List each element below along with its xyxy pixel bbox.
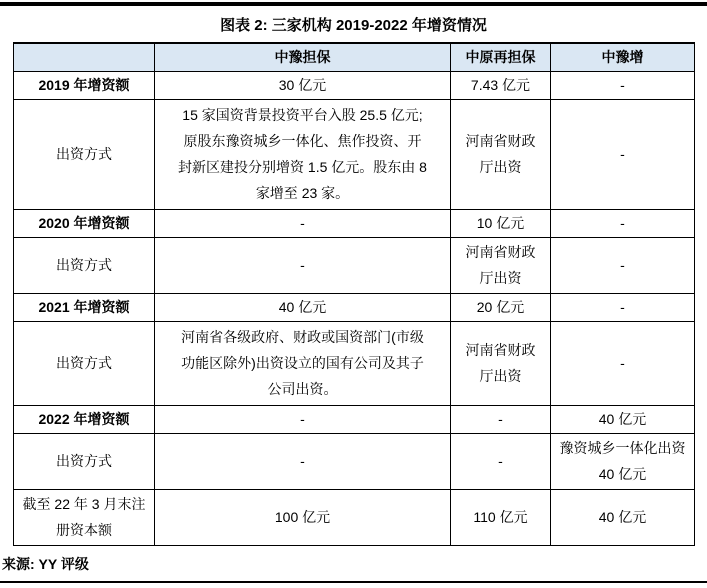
- row-label: 2020 年增资额: [14, 209, 155, 237]
- cell-value: -: [155, 433, 451, 489]
- row-label: 2021 年增资额: [14, 293, 155, 321]
- cell-value: -: [551, 209, 695, 237]
- cell-value: 河南省财政厅出资: [451, 321, 551, 405]
- cell-value: 豫资城乡一体化出资 40 亿元: [551, 433, 695, 489]
- column-header-zhongyuzeng: 中豫增: [551, 43, 695, 71]
- cell-value: 40 亿元: [551, 489, 695, 545]
- cell-value: 110 亿元: [451, 489, 551, 545]
- row-2021-amount: [14, 293, 695, 321]
- cell-value: 30 亿元: [155, 71, 451, 99]
- source-note: 来源: YY 评级: [2, 555, 89, 572]
- bottom-rule: [0, 581, 707, 583]
- cell-value: -: [155, 237, 451, 293]
- capital-increase-table: [13, 42, 695, 546]
- column-header-zhongyu-danbao: 中豫担保: [155, 43, 451, 71]
- row-2021-method: [14, 321, 695, 405]
- row-2022-amount: [14, 405, 695, 433]
- column-header-empty: [14, 43, 155, 71]
- cell-value: 10 亿元: [451, 209, 551, 237]
- cell-value: 100 亿元: [155, 489, 451, 545]
- row-label: 出资方式: [14, 237, 155, 293]
- row-registered-capital: [14, 489, 695, 545]
- row-2019-method: [14, 99, 695, 209]
- row-label: 出资方式: [14, 321, 155, 405]
- row-2019-amount: [14, 71, 695, 99]
- cell-value: 河南省财政厅出资: [451, 237, 551, 293]
- cell-value: 15 家国资背景投资平台入股 25.5 亿元;原股东豫资城乡一体化、焦作投资、开封新区建投分别增资 1.5 亿元。股东由 8 家增至 23 家。: [155, 99, 451, 209]
- table-title: 图表 2: 三家机构 2019-2022 年增资情况: [220, 17, 487, 34]
- cell-value: -: [551, 99, 695, 209]
- cell-value: 40 亿元: [155, 293, 451, 321]
- cell-value: 河南省各级政府、财政或国资部门(市级功能区除外)出资设立的国有公司及其子公司出资。: [155, 321, 451, 405]
- cell-value: -: [451, 433, 551, 489]
- row-label: 截至 22 年 3 月末注册资本额: [14, 489, 155, 545]
- cell-value: -: [451, 405, 551, 433]
- cell-value: -: [155, 405, 451, 433]
- header-row: [14, 43, 695, 71]
- cell-value: -: [551, 293, 695, 321]
- cell-value: -: [551, 237, 695, 293]
- row-2020-method: [14, 237, 695, 293]
- column-header-zhongyuan-zaidanbao: 中原再担保: [451, 43, 551, 71]
- row-label: 2022 年增资额: [14, 405, 155, 433]
- cell-value: 40 亿元: [551, 405, 695, 433]
- cell-value: 20 亿元: [451, 293, 551, 321]
- row-2020-amount: [14, 209, 695, 237]
- cell-value: -: [155, 209, 451, 237]
- cell-value: -: [551, 321, 695, 405]
- cell-value: -: [551, 71, 695, 99]
- row-label: 出资方式: [14, 433, 155, 489]
- row-label: 出资方式: [14, 99, 155, 209]
- cell-value: 河南省财政厅出资: [451, 99, 551, 209]
- row-label: 2019 年增资额: [14, 71, 155, 99]
- cell-value: 7.43 亿元: [451, 71, 551, 99]
- row-2022-method: [14, 433, 695, 489]
